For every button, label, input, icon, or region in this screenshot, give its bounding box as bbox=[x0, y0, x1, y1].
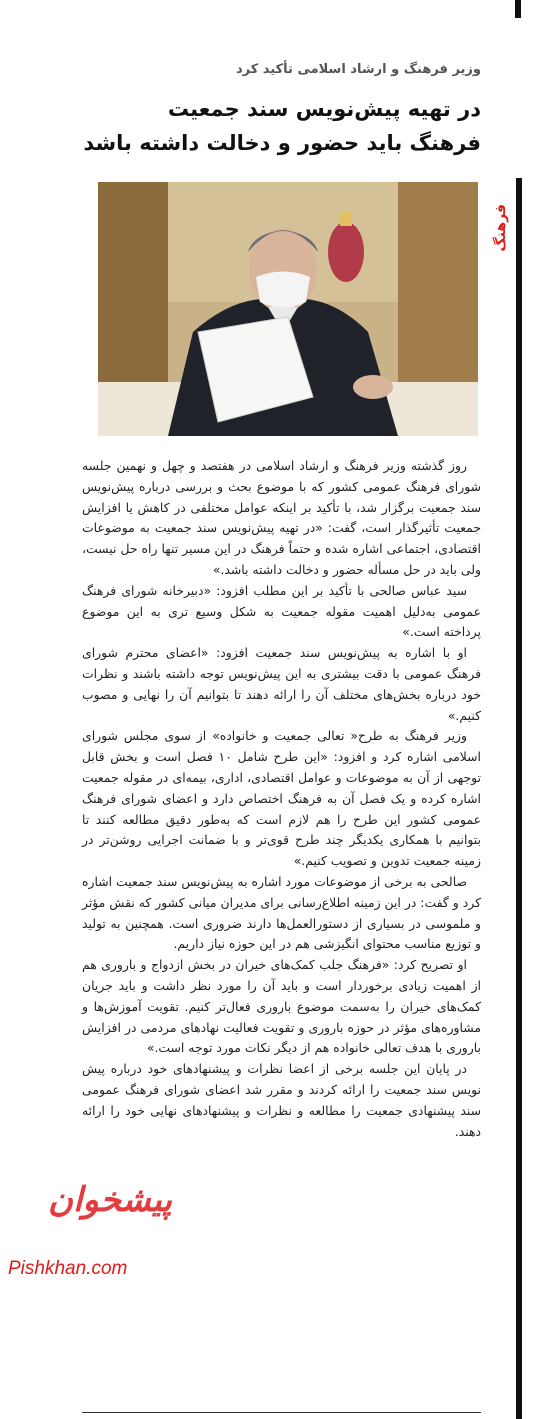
paragraph: صالحی به برخی از موضوعات مورد اشاره به پیش‌نویس سند جمعیت اشاره کرد و گفت: در این زمینه اطلاع‌رسانی برای مدیران میانی کشور که نقش مؤثر و ملموسی در بسیاری از دستورالعمل‌ها دارند ضروری است. همچنین به تولید و توزیع مناسب محتوای انگیزشی هم در این حوزه نیاز داریم. bbox=[82, 873, 481, 952]
headline-line-1: در تهیه پیش‌نویس سند جمعیت bbox=[167, 97, 481, 121]
photo-of-minister-icon bbox=[98, 182, 478, 436]
kicker: وزیر فرهنگ و ارشاد اسلامی تأکید کرد bbox=[235, 62, 481, 77]
headline-line-2: فرهنگ باید حضور و دخالت داشته باشد bbox=[83, 131, 481, 155]
watermark-en: Pishkhan.com bbox=[8, 1258, 128, 1279]
section-label: فرهنگ bbox=[493, 204, 509, 252]
paragraph: او با اشاره به پیش‌نویس سند جمعیت افزود: «اعضای محترم شورای فرهنگ عمومی با دقت بیشتری به این پیش‌نویس توجه داشته باشند و نظرات خود درباره بخش‌های مختلف آن را ارائه دهند تا بتوانیم آن را نهایی و مصوب کنیم.» bbox=[82, 645, 481, 723]
paragraph: او تصریح کرد: «فرهنگ جلب کمک‌های خیران در بخش ازدواج و باروری هم از اهمیت زیادی برخوردار است و باید آن را مورد نظر داشت و باید جریان کمک‌های خیران را به‌سمت موضوع باروری فعال‌تر کنیم. تقویت آموزش‌ها و مشاوره‌های مؤثر در حوزه باروری و تقویت فعالیت نهادهای مردمی در افزایش باروری با هدف تعالی خانواده هم از دیگر نکات مورد توجه است.» bbox=[82, 957, 481, 1056]
top-rule bbox=[515, 0, 521, 18]
bottom-rule bbox=[82, 1412, 481, 1413]
watermark-fa: پیشخوان bbox=[48, 1180, 172, 1220]
paragraph: وزیر فرهنگ به طرح« تعالی جمعیت و خانواده» از سوی مجلس شورای اسلامی اشاره کرد و افزود: «این طرح شامل ۱۰ فصل است و بخش قابل توجهی از آن به موضوعات و عوامل اقتصادی، اداری، بیمه‌ای در مقوله جمعیت اشاره کرده و یک فصل آن به فرهنگ اختصاص دارد و اعضای شورای فرهنگ عمومی کشور این طرح را هم لازم است که به‌طور دقیق مطالعه کنند تا بتوانیم با همکاری یکدیگر چند طرح قوی‌تر و با ضمانت اجرایی روشن‌تر در زمینه جمعیت تدوین و تصویب کنیم.» bbox=[82, 728, 481, 869]
paragraph: روز گذشته وزیر فرهنگ و ارشاد اسلامی در هفتصد و چهل و نهمین جلسه شورای فرهنگ عمومی کشور که با موضوع بحث و بررسی درباره پیش‌نویس سند جمعیت برگزار شد، با تأکید بر اینکه عوامل مختلفی در کاهش یا افزایش جمعیت تأثیرگذار است، گفت: «در تهیه پیش‌نویس سند جمعیت به موضوعات اقتصادی، اجتماعی اشاره شده و حتماً فرهنگ در این مسیر تنها راه حل نیست، ولی باید در حل مسأله حضور و دخالت داشته باشد.» bbox=[82, 458, 481, 577]
paragraph: در پایان این جلسه برخی از اعضا نظرات و پیشنهادهای خود درباره پیش نویس سند جمعیت را ارائه کردند و مقرر شد اعضای شورای فرهنگ عمومی سند پیشنهادی جمعیت را مطالعه و نظرات و پیشنهادهای نهایی خود را ارائه دهند. bbox=[82, 1061, 481, 1139]
section-bar bbox=[516, 178, 522, 1419]
headline bbox=[80, 92, 481, 160]
article-body bbox=[82, 456, 481, 1142]
paragraph: سید عباس صالحی با تأکید بر این مطلب افزود: «دبیرخانه شورای فرهنگ عمومی به‌دلیل اهمیت مقوله جمعیت به شکل وسیع تری به این موضوع پرداخته است.» bbox=[82, 582, 481, 640]
section-tab bbox=[486, 178, 516, 278]
article-photo bbox=[98, 182, 478, 436]
watermark bbox=[8, 1180, 183, 1290]
